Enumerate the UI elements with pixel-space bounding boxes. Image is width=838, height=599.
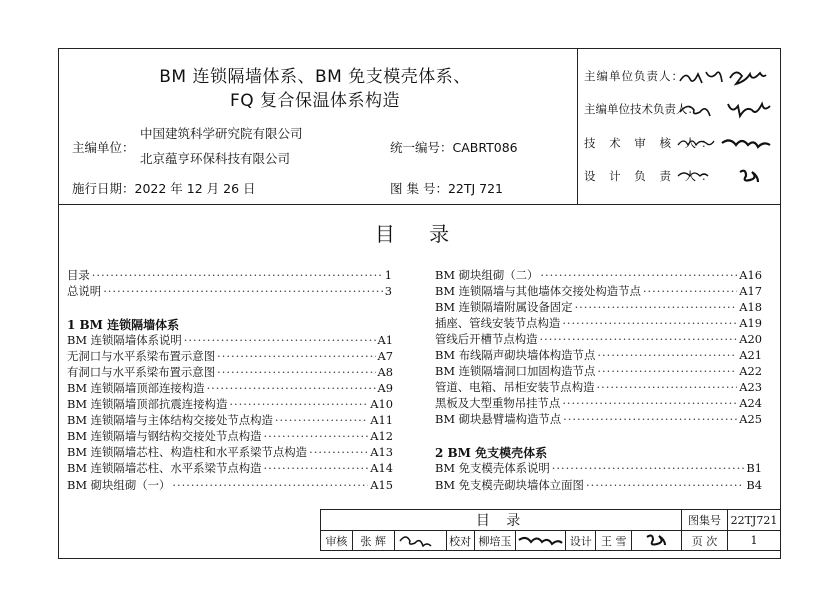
toc-entry[interactable] xyxy=(435,395,762,411)
atlas-number: 图 集 号：22TJ 721 xyxy=(390,181,504,196)
atlas-value: 22TJ721 xyxy=(727,510,780,531)
check-signature xyxy=(516,531,566,551)
toc-entry-page: A9 xyxy=(377,381,393,395)
toc-entry[interactable] xyxy=(67,364,393,380)
toc-entry-page: A1 xyxy=(377,333,393,347)
toc-entry[interactable] xyxy=(435,299,762,315)
toc-entry[interactable] xyxy=(435,331,762,347)
toc-entry-page: A17 xyxy=(739,284,762,298)
toc-entry[interactable] xyxy=(435,460,762,476)
toc-dot-leader xyxy=(172,478,368,492)
signature-tech-review xyxy=(676,131,776,153)
page-value: 1 xyxy=(727,531,780,551)
toc-entry-page: A18 xyxy=(739,300,762,314)
check-label: 校对 xyxy=(446,531,474,551)
toc-entry-page: A12 xyxy=(370,429,393,443)
toc-entry-title: BM 连锁隔墙附属设备固定 xyxy=(435,300,573,314)
toc-entry-title: BM 连锁隔墙体系说明 xyxy=(67,333,182,347)
toc-entry[interactable] xyxy=(435,267,762,283)
toc-entry[interactable] xyxy=(435,283,762,299)
review-label: 审核 xyxy=(321,531,353,551)
toc-entry-page: B1 xyxy=(746,461,762,475)
atlas-label: 图集号 xyxy=(682,510,728,531)
toc-dot-leader xyxy=(264,461,369,475)
toc-entry-title: BM 布线隔声砌块墙体构造节点 xyxy=(435,348,596,362)
toc-entry-page: A22 xyxy=(739,364,762,378)
toc-entry-page: A10 xyxy=(370,397,393,411)
review-name: 张 辉 xyxy=(352,531,394,551)
toc-entry-title: BM 连锁隔墙与钢结构交接处节点构造 xyxy=(67,429,262,443)
signature-tech-lead xyxy=(676,98,776,120)
toc-entry-title: BM 连锁隔墙洞口加固构造节点 xyxy=(435,364,596,378)
toc-entry-page: A24 xyxy=(739,396,762,410)
unified-number: 统一编号：CABRT086 xyxy=(390,140,518,155)
tech-lead-label: 主编单位技术负责人： xyxy=(584,102,699,116)
title-block-name: 目 录 xyxy=(321,510,682,531)
review-signature xyxy=(394,531,446,551)
toc-entry-page: A11 xyxy=(370,413,393,427)
toc-dot-leader xyxy=(217,365,375,379)
toc-dot-leader xyxy=(552,461,745,475)
signature-chief-editor xyxy=(676,66,776,88)
toc-dot-leader xyxy=(540,332,738,346)
chief-editor-row xyxy=(584,68,684,84)
title-line-1: BM 连锁隔墙体系、BM 免支模壳体系、 xyxy=(159,67,471,87)
toc-entry-title: BM 免支模壳体系说明 xyxy=(435,461,550,475)
review-signature-mark xyxy=(396,531,444,547)
toc-entry-title: 总说明 xyxy=(67,284,102,298)
toc-entry-title: BM 连锁隔墙顶部连接构造 xyxy=(67,381,205,395)
toc-entry[interactable] xyxy=(435,347,762,363)
toc-entry-title: BM 砌块组砌（一） xyxy=(67,478,171,492)
design-label: 设计 xyxy=(566,531,596,551)
toc-entry[interactable] xyxy=(67,332,393,348)
toc-title: 目 录 xyxy=(374,222,464,246)
check-signature-mark xyxy=(517,531,565,547)
toc-entry-page: A13 xyxy=(370,445,393,459)
toc-entry[interactable] xyxy=(67,380,393,396)
toc-entry[interactable] xyxy=(67,283,392,299)
toc-dot-leader xyxy=(184,333,376,347)
toc-entry-page: A7 xyxy=(377,349,393,363)
toc-entry-page: A25 xyxy=(739,412,762,426)
editor-unit-label: 主编单位： xyxy=(72,140,135,155)
toc-entry-title: 管线后开槽节点构造 xyxy=(435,332,538,346)
toc-entry-title: BM 连锁隔墙芯柱、构造柱和水平系梁节点构造 xyxy=(67,445,308,459)
toc-entry[interactable] xyxy=(435,379,762,395)
toc-dot-leader xyxy=(229,397,368,411)
toc-dot-leader xyxy=(103,284,383,298)
tech-review-label: 技 术 审 核 人： xyxy=(584,136,718,150)
toc-entry-page: A19 xyxy=(739,316,762,330)
check-name: 柳培玉 xyxy=(474,531,516,551)
toc-entry[interactable] xyxy=(435,363,762,379)
page-label: 页 次 xyxy=(682,531,728,551)
toc-entry-page: B4 xyxy=(746,478,762,492)
chief-editor-label: 主编单位负责人： xyxy=(584,69,684,83)
toc-entry-title: BM 连锁隔墙顶部抗震连接构造 xyxy=(67,397,228,411)
toc-entry-title: BM 连锁隔墙芯柱、水平系梁节点构造 xyxy=(67,461,262,475)
toc-entry[interactable] xyxy=(435,477,762,493)
toc-dot-leader xyxy=(275,413,368,427)
toc-entry-page: A14 xyxy=(370,461,393,475)
header-divider xyxy=(58,204,781,205)
editor-unit-1: 中国建筑科学研究院有限公司 xyxy=(140,126,303,141)
toc-dot-leader xyxy=(207,381,376,395)
toc-entry-page: 3 xyxy=(384,284,392,298)
title-block xyxy=(320,509,781,551)
toc-entry-page: A23 xyxy=(739,380,762,394)
toc-dot-leader xyxy=(563,412,737,426)
design-lead-label: 设 计 负 责 人： xyxy=(584,169,718,183)
toc-entry-page: A16 xyxy=(739,268,762,282)
toc-entry[interactable] xyxy=(67,460,393,476)
toc-entry-title: BM 砌块悬臂墙构造节点 xyxy=(435,412,562,426)
toc-entry[interactable] xyxy=(67,477,393,493)
toc-entry[interactable] xyxy=(67,348,393,364)
editor-unit-2: 北京蕴亨环保科技有限公司 xyxy=(140,151,291,166)
signature-design-lead xyxy=(676,164,776,186)
toc-entry[interactable] xyxy=(67,444,393,460)
toc-entry-title: 插座、管线安装节点构造 xyxy=(435,316,561,330)
toc-entry[interactable] xyxy=(435,315,762,331)
toc-entry-page: A8 xyxy=(377,365,393,379)
toc-entry[interactable] xyxy=(67,267,392,283)
toc-entry-page: A15 xyxy=(370,478,393,492)
toc-entry-title: BM 连锁隔墙与其他墙体交接处构造节点 xyxy=(435,284,641,298)
toc-entry-title: 黑板及大型重物吊挂节点 xyxy=(435,396,561,410)
toc-entry[interactable] xyxy=(435,411,762,427)
effective-date: 施行日期：2022 年 12 月 26 日 xyxy=(72,181,256,196)
toc-dot-leader xyxy=(309,445,368,459)
design-signature-mark xyxy=(633,531,681,547)
toc-dot-leader xyxy=(597,348,737,362)
toc-entry-title: 目录 xyxy=(67,268,90,282)
toc-entry-title: 无洞口与水平系梁布置示意图 xyxy=(67,349,216,363)
toc-entry-page: A20 xyxy=(739,332,762,346)
toc-entry[interactable] xyxy=(67,412,393,428)
header-vertical-divider xyxy=(577,48,578,204)
design-name: 王 雪 xyxy=(596,531,632,551)
title-line-2: FQ 复合保温体系构造 xyxy=(229,91,401,111)
toc-entry[interactable] xyxy=(67,396,393,412)
toc-dot-leader xyxy=(217,349,375,363)
toc-dot-leader xyxy=(562,316,737,330)
toc-dot-leader xyxy=(596,380,737,394)
design-signature xyxy=(632,531,682,551)
toc-entry-title: 有洞口与水平系梁布置示意图 xyxy=(67,365,216,379)
toc-dot-leader xyxy=(92,268,383,282)
toc-entry-page: 1 xyxy=(384,268,392,282)
toc-dot-leader xyxy=(575,300,738,314)
toc-entry-title: 管道、电箱、吊柜安装节点构造 xyxy=(435,380,595,394)
toc-entry-title: BM 连锁隔墙与主体结构交接处节点构造 xyxy=(67,413,273,427)
toc-dot-leader xyxy=(586,478,744,492)
toc-dot-leader xyxy=(597,364,737,378)
toc-dot-leader xyxy=(562,396,737,410)
toc-dot-leader xyxy=(643,284,737,298)
section-2-heading: 2 BM 免支模壳体系 xyxy=(435,446,548,460)
section-1-heading: 1 BM 连锁隔墙体系 xyxy=(67,318,180,332)
toc-entry-page: A21 xyxy=(739,348,762,362)
toc-entry[interactable] xyxy=(67,428,393,444)
toc-dot-leader xyxy=(540,268,737,282)
toc-entry-title: BM 免支模壳砌块墙体立面图 xyxy=(435,478,584,492)
toc-entry-title: BM 砌块组砌（二） xyxy=(435,268,539,282)
toc-dot-leader xyxy=(264,429,369,443)
